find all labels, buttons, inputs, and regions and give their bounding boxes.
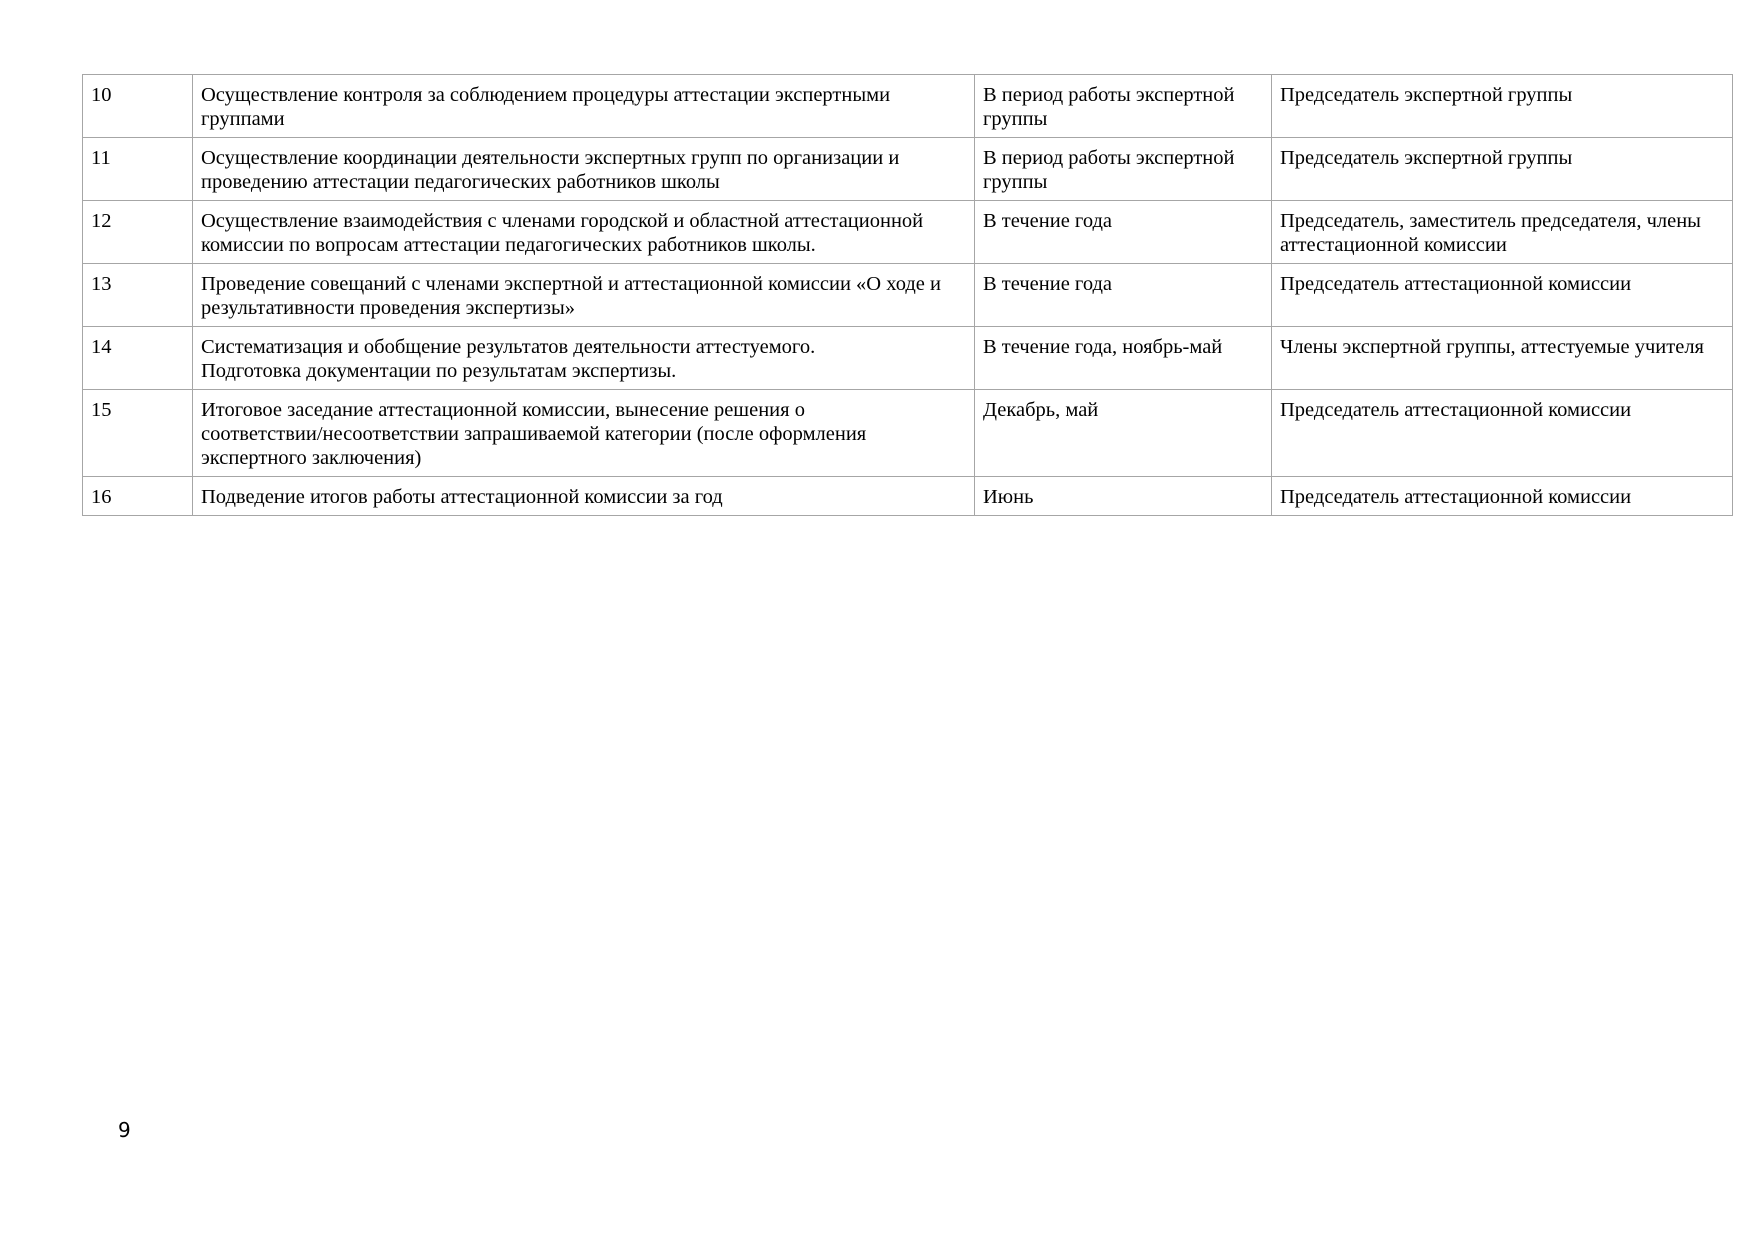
responsible-cell: Члены экспертной группы, аттестуемые учителя xyxy=(1272,327,1733,390)
row-number: 16 xyxy=(83,477,193,516)
task-cell: Итоговое заседание аттестационной комиссии, вынесение решения о соответствии/несоответствии запрашиваемой категории (после оформления экспертного заключения) xyxy=(193,390,975,477)
deadline-cell: В течение года, ноябрь-май xyxy=(975,327,1272,390)
deadline-cell: В период работы экспертной группы xyxy=(975,75,1272,138)
responsible-cell: Председатель экспертной группы xyxy=(1272,75,1733,138)
task-cell: Осуществление взаимодействия с членами городской и областной аттестационной комиссии по вопросам аттестации педагогических работников школы. xyxy=(193,201,975,264)
deadline-cell: В течение года xyxy=(975,264,1272,327)
table-row xyxy=(83,264,1733,327)
table-row xyxy=(83,138,1733,201)
attestation-plan-table xyxy=(82,74,1733,516)
deadline-cell: В течение года xyxy=(975,201,1272,264)
page-number: 9 xyxy=(118,1118,131,1142)
row-number: 11 xyxy=(83,138,193,201)
responsible-cell: Председатель аттестационной комиссии xyxy=(1272,390,1733,477)
responsible-cell: Председатель аттестационной комиссии xyxy=(1272,477,1733,516)
responsible-cell: Председатель аттестационной комиссии xyxy=(1272,264,1733,327)
task-cell: Систематизация и обобщение результатов деятельности аттестуемого. Подготовка документации по результатам экспертизы. xyxy=(193,327,975,390)
deadline-cell: Июнь xyxy=(975,477,1272,516)
row-number: 13 xyxy=(83,264,193,327)
table-row xyxy=(83,327,1733,390)
deadline-cell: Декабрь, май xyxy=(975,390,1272,477)
responsible-cell: Председатель, заместитель председателя, члены аттестационной комиссии xyxy=(1272,201,1733,264)
row-number: 14 xyxy=(83,327,193,390)
task-cell: Осуществление контроля за соблюдением процедуры аттестации экспертными группами xyxy=(193,75,975,138)
row-number: 12 xyxy=(83,201,193,264)
table-row xyxy=(83,201,1733,264)
task-cell: Осуществление координации деятельности экспертных групп по организации и проведению аттестации педагогических работников школы xyxy=(193,138,975,201)
row-number: 10 xyxy=(83,75,193,138)
table-row xyxy=(83,75,1733,138)
responsible-cell: Председатель экспертной группы xyxy=(1272,138,1733,201)
task-cell: Подведение итогов работы аттестационной комиссии за год xyxy=(193,477,975,516)
table-row xyxy=(83,390,1733,477)
table-row xyxy=(83,477,1733,516)
row-number: 15 xyxy=(83,390,193,477)
task-cell: Проведение совещаний с членами экспертной и аттестационной комиссии «О ходе и результативности проведения экспертизы» xyxy=(193,264,975,327)
deadline-cell: В период работы экспертной группы xyxy=(975,138,1272,201)
